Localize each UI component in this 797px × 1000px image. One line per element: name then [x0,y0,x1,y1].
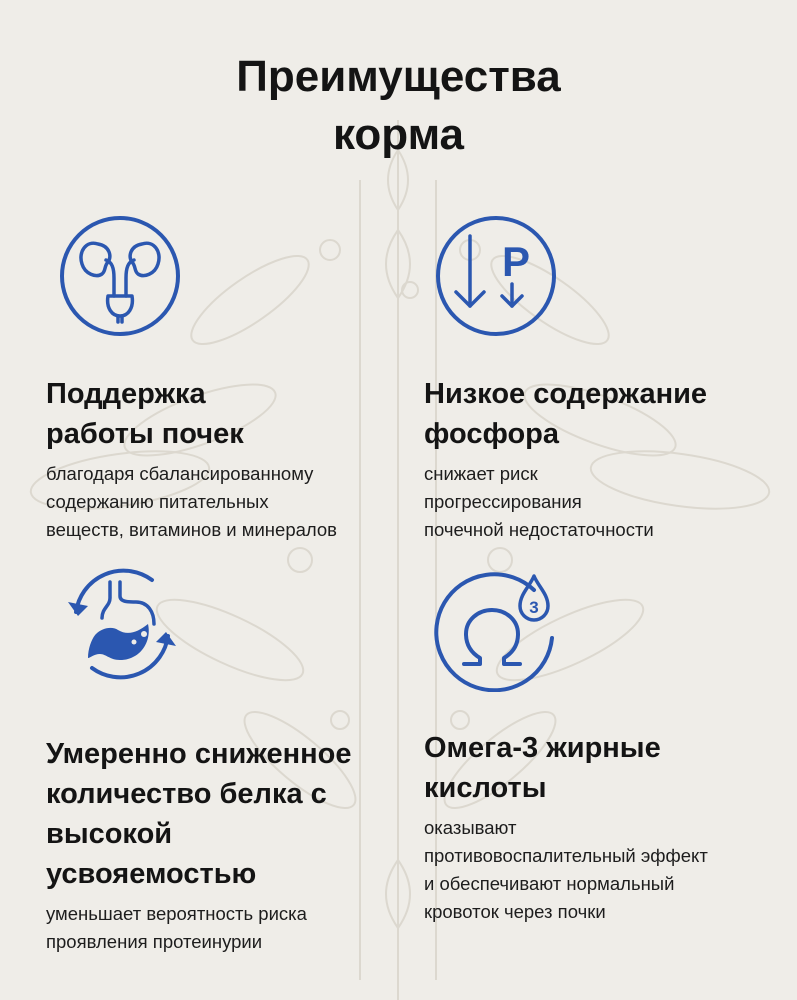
benefit-title-line: Умеренно сниженное [46,738,352,770]
benefit-text-line: благодаря сбалансированному [46,463,314,484]
benefit-low-phosphorus [424,374,774,544]
benefit-text-line: противовоспалительный эффект [424,845,708,866]
omega-number: 3 [529,598,539,617]
benefit-title-line: Поддержка [46,378,206,410]
benefit-title-line: Низкое содержание [424,378,708,410]
page-title [0,48,797,164]
benefit-text-line: почечной недостаточности [424,519,654,540]
benefit-text-line: прогрессирования [424,491,582,512]
benefit-text-line: кровоток через почки [424,901,606,922]
benefit-description [424,814,774,926]
omega-3-icon [434,568,558,692]
benefit-text-line: проявления протеинурии [46,931,263,952]
benefit-title [424,374,774,454]
benefit-description [46,460,406,544]
benefit-title-line: кислоты [424,772,547,804]
page-title-line-1: Преимущества [236,52,561,101]
benefit-title-line: Омега-3 жирные [424,732,661,764]
benefit-text-line: уменьшает вероятность риска [46,903,307,924]
benefit-title [424,728,774,808]
benefit-text-line: снижает риск [424,463,538,484]
benefit-protein [46,734,406,956]
benefit-title-line: фосфора [424,418,560,450]
benefit-text-line: содержанию питательных [46,491,269,512]
benefit-title [46,734,406,894]
phosphorus-letter: P [501,238,531,285]
benefit-text-line: веществ, витаминов и минералов [46,519,338,540]
benefit-omega-3 [424,728,774,926]
low-phosphorus-icon [434,214,558,338]
benefit-description [46,900,406,956]
benefit-kidney-support [46,374,406,544]
benefit-description [424,460,774,544]
benefit-title-line: усвояемостью [46,858,257,890]
benefit-text-line: и обеспечивают нормальный [424,873,675,894]
benefit-title [46,374,406,454]
benefit-text-line: оказывают [424,817,517,838]
stomach-digestion-icon [60,562,184,686]
benefit-title-line: высокой [46,818,173,850]
kidneys-icon [58,214,182,338]
benefit-title-line: работы почек [46,418,244,450]
page-title-line-2: корма [332,110,465,159]
benefit-title-line: количество белка с [46,778,327,810]
